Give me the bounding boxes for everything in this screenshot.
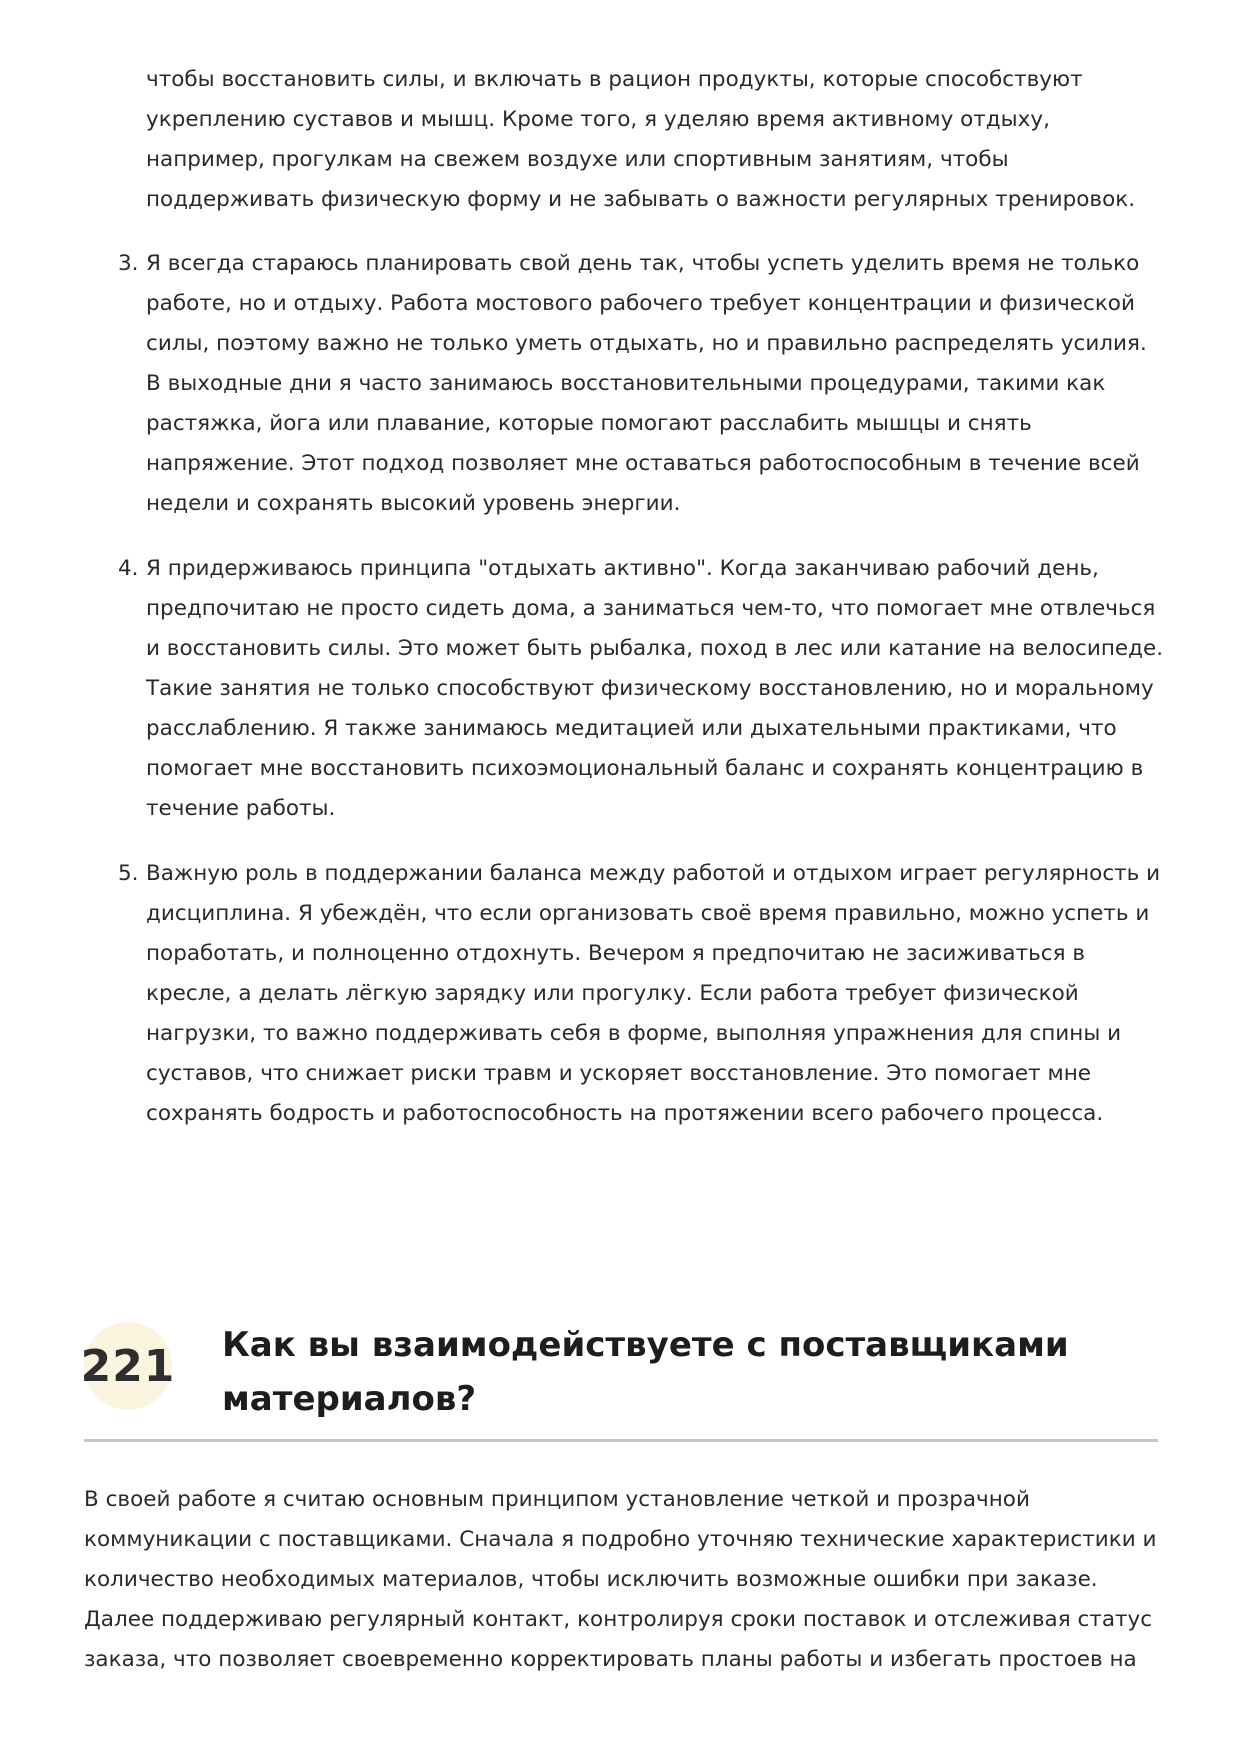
question-number-badge: 221	[84, 1322, 172, 1410]
continued-paragraph: чтобы восстановить силы, и включать в рацион продукты, которые способствуют укреплению суставов и мышц. Кроме того, я уделяю время активному отдыху, например, прогулкам на свежем воздухе или спортивным занятиям, чтобы поддерживать физическую форму и не забывать о важности регулярных тренировок.	[146, 67, 1136, 212]
section-divider	[84, 1439, 1158, 1442]
list-item-number: 4.	[118, 556, 139, 581]
question-header	[80, 1318, 1164, 1443]
list-item-4	[118, 549, 1166, 829]
answer-paragraph: В своей работе я считаю основным принципом установление четкой и прозрачной коммуникации с поставщиками. Сначала я подробно уточняю технические характеристики и количество необходимых материалов, чтобы исключить возможные ошибки при заказе. Далее поддерживаю регулярный контакт, контролируя сроки поставок и отслеживая статус заказа, что позволяет своевременно корректировать планы работы и избегать простоев на	[84, 1487, 1157, 1672]
list-item-text: Я всегда стараюсь планировать свой день так, чтобы успеть уделить время не только работе, но и отдыху. Работа мостового рабочего требует концентрации и физической силы, поэтому важно не только уметь отдыхать, но и правильно распределять усилия. В выходные дни я часто занимаюсь восстановительными процедурами, такими как растяжка, йога или плавание, которые помогают расслабить мышцы и снять напряжение. Этот подход позволяет мне оставаться работоспособным в течение всей недели и сохранять высокий уровень энергии.	[146, 251, 1147, 516]
list-item-text: Я придерживаюсь принципа "отдыхать активно". Когда заканчиваю рабочий день, предпочитаю не просто сидеть дома, а заниматься чем-то, что помогает мне отвлечься и восстановить силы. Это может быть рыбалка, поход в лес или катание на велосипеде. Такие занятия не только способствуют физическому восстановлению, но и моральному расслаблению. Я также занимаюсь медитацией или дыхательными практиками, что помогает мне восстановить психоэмоциональный баланс и сохранять концентрацию в течение работы.	[146, 556, 1164, 821]
list-item-3	[118, 244, 1166, 524]
list-item-number: 3.	[118, 251, 139, 276]
question-title: Как вы взаимодействуете с поставщиками материалов?	[222, 1325, 1069, 1419]
list-item-text: Важную роль в поддержании баланса между работой и отдыхом играет регулярность и дисциплина. Я убеждён, что если организовать своё время правильно, можно успеть и поработать, и полноценно отдохнуть. Вечером я предпочитаю не засиживаться в кресле, а делать лёгкую зарядку или прогулку. Если работа требует физической нагрузки, то важно поддерживать себя в форме, выполняя упражнения для спины и суставов, что снижает риски травм и ускоряет восстановление. Это помогает мне сохранять бодрость и работоспособность на протяжении всего рабочего процесса.	[146, 861, 1161, 1126]
list-item-5	[118, 854, 1166, 1134]
list-item-number: 5.	[118, 861, 139, 886]
numbered-list	[118, 244, 1166, 1159]
